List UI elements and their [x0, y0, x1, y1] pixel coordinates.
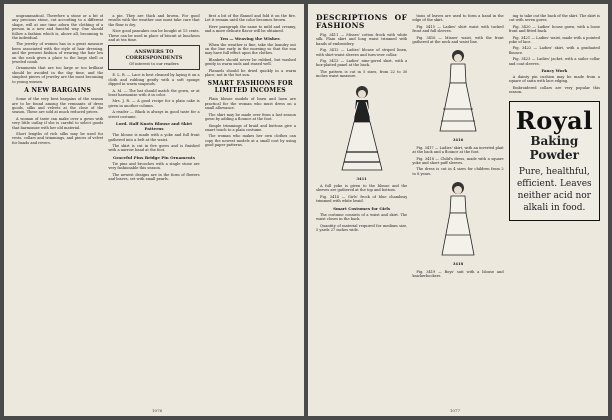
paragraph: The jewelry of women has in a great measure been associated with the style of hair dressing, and the present fashion of wearing the hair low on the neck gives a place to the large shell or jeweled comb.: [12, 42, 104, 65]
paragraph: Flannels should be dried quickly in a warm place, not in the hot sun.: [204, 68, 296, 78]
paragraph: Quantity of material required for medium size, 5 yards 27 inches wide.: [316, 223, 408, 232]
paragraph: Fig. 3417 — Ladies' skirt, with an inverted plait at the back and a flounce at the foot.: [412, 145, 504, 155]
left-page: [4, 4, 304, 416]
paragraph: A woman of taste can make over a gown with very little outlay if she is careful to select goods that harmonize with her old material.: [12, 116, 104, 130]
paragraph: a pie. They are thick and brown. For good results with the weather one must take care that the flour is dry.: [108, 14, 200, 27]
paragraph: Short lengths of rich silks may be used for vests, collars and trimmings, and pieces of velvet for bands and revers.: [12, 131, 104, 145]
paragraph: The skirt may be made over from a last season gown by adding a flounce at the foot.: [204, 112, 296, 122]
paragraph: Nice good pancakes can be bought at 15 cents. These can be used in place of biscuit at luncheon and at tea time.: [108, 29, 200, 43]
fashion-figure-illustration: [428, 179, 488, 259]
ad-tagline: Pure, healthful, efficient. Leaves neither acid nor alkali in food.: [516, 166, 592, 213]
column-box-heading: [108, 45, 199, 70]
ad-product: Baking Powder: [529, 133, 580, 162]
paragraph: ungrammatical. Therefore a stone or a bit of any precious stone, cut according to a different shape, will at one time adorn the clothing of a person in a new and fanciful way. One should follow a fashion which is, above all, becoming to the individual.: [12, 14, 104, 41]
section-heading: A NEW BARGAINS: [24, 87, 92, 95]
paragraph: A reader — Black is always in good taste for a street costume.: [108, 110, 200, 119]
subheading: Ten — Weaving the Wisher.: [220, 35, 281, 41]
left-column-3: [205, 14, 296, 404]
paragraph: Tie pins and brooches with a single stone are very fashionable this season.: [108, 161, 200, 171]
section-heading: SMART FASHIONS FOR LIMITED INCOMES: [207, 80, 294, 95]
paragraph: E. L. B. — Lace is best cleaned by laying it on a cloth and rubbing gently with a soft sponge dipped in warm soapsuds.: [108, 73, 200, 87]
paragraph: Fig. 3415 — Ladies' shirt waist with tucked front and full sleeves.: [412, 24, 504, 34]
box-subtitle: Of interest to our readers: [129, 61, 179, 67]
paragraph: tions of leaves are used to form a band in the edge of the skirt.: [412, 14, 504, 23]
paragraph: The woman who makes her own clothes can copy the newest models at a small cost by using good paper patterns.: [204, 134, 296, 148]
right-column-3: [509, 14, 600, 404]
subheading: Smart Costumes for Girls: [333, 205, 391, 211]
box-title: ANSWERS TO CORRESPONDENTS: [125, 49, 183, 62]
paragraph: Here paragraph the same to mild and creamy, and a more delicate flavor will be obtained.: [204, 24, 296, 34]
right-page: [308, 4, 608, 416]
page-number: 1077: [449, 408, 460, 413]
paragraph: The newest designs are in the form of flowers and leaves, set with small pearls.: [108, 172, 200, 181]
royal-baking-powder-ad: [509, 101, 600, 221]
paragraph: Plain blouse models of linen and lawn are practical for the woman who must dress on a small allowance.: [204, 97, 296, 111]
subheading: Lord. Half Knots Blouse and Skirt Patterns: [115, 121, 193, 132]
paragraph: The skirt is cut in five gores and is finished with a narrow band at the foot.: [108, 143, 200, 153]
paragraph: Embroidered collars are very popular this season.: [508, 85, 600, 95]
paragraph: Simple trimmings of braid and buttons give a smart touch to a plain costume.: [204, 123, 296, 132]
subheading: Graceful Pins Bridge Pin Ornaments: [113, 154, 195, 160]
right-column-1: [316, 14, 407, 404]
paragraph: Fig. 3413 — Ladies' nine-gored skirt, with a box-plaited panel at the back.: [316, 59, 408, 68]
left-column-2: [108, 14, 199, 404]
paragraph: The costume consists of a waist and skirt. The waist closes in the back.: [316, 212, 408, 222]
paragraph: Fig. 3414 — Girls' frock of blue chambray trimmed with white braid.: [316, 194, 408, 204]
paragraph: first a bit of the flannel and fold it on the fire. Let it remain until the color becomes brown.: [204, 14, 296, 23]
paragraph: The pattern is cut in 5 sizes, from 22 to 30 inches waist measure.: [316, 69, 408, 79]
paragraph: Ornaments that are too large or too brilliant should be avoided in the day time, and the simplest pieces of jewelry are the most becoming to young women.: [12, 66, 104, 84]
ad-brand: Royal: [515, 105, 593, 135]
right-column-2: [412, 14, 503, 404]
paragraph: Fig. 3412 — Ladies' blouse of striped linen, with shirt-waist sleeves and turn-over collar.: [316, 48, 408, 57]
paragraph: When the weather is fine, take the laundry out on the line early in the morning so that the sun may have full effect upon the clothes.: [204, 42, 296, 56]
paragraph: Some of the very best bargains of the season are to be found among the remnants of dress goods, silks and velvets at the close of the season. These are sold at much reduced prices.: [12, 97, 104, 115]
fashion-figure-illustration: [428, 47, 488, 135]
paragraph: Fig. 3423 — Ladies' jacket, with a sailor collar and coat sleeves.: [508, 57, 600, 66]
figure-label: 3418: [452, 261, 464, 267]
left-column-1: [12, 14, 103, 404]
paragraph: Blankets should never be rubbed, but washed gently in warm suds and rinsed well.: [204, 57, 296, 67]
paragraph: Fig. 3411 — Misses' cotton frock with white silk. Plain skirt and long waist trimmed with bands of embroidery.: [316, 33, 408, 46]
paragraph: ing to take out the back of the skirt. The skirt is cut with seven gores.: [508, 14, 600, 23]
paragraph: Fig. 3422 — Ladies' skirt, with a graduated flounce.: [508, 46, 600, 55]
paragraph: A full yoke is given to the blouse and the sleeves are gathered at the top and bottom.: [316, 184, 408, 193]
paragraph: Fig. 3421 — Ladies' waist, made with a pointed yoke of lace.: [508, 35, 600, 45]
figure-label: 3411: [356, 175, 367, 181]
paragraph: Mrs. J. R. — A good recipe for a plain cake is given in another column.: [108, 99, 200, 108]
fashion-figure-illustration: [332, 82, 392, 174]
paragraph: The dress is cut in 4 sizes for children from 2 to 8 years.: [412, 167, 504, 176]
figure-label: 3416: [452, 137, 464, 143]
paragraph: Fig. 3420 — Ladies' house gown, with a loose front and fitted back.: [508, 24, 600, 34]
page-title: DESCRIPTIONS OF FASHIONS: [316, 14, 408, 30]
paragraph: A. M. — The hat should match the gown, or at least harmonize with it in color.: [108, 88, 200, 98]
page-number: 1076: [152, 408, 163, 413]
paragraph: The blouse is made with a yoke and full front gathered into a belt at the waist.: [108, 133, 200, 142]
paragraph: Fig. 3419 — Boys' suit with a blouse and knickerbockers.: [412, 269, 504, 279]
subheading: Fancy Work: [541, 68, 568, 74]
paragraph: Fig. 3416 — Misses' waist, with the front gathered at the neck and waist line.: [412, 35, 504, 45]
paragraph: A dainty pin cushion may be made from a square of satin with lace edging.: [508, 75, 600, 84]
paragraph: Fig. 3418 — Child's dress, made with a square yoke and short puff sleeves.: [412, 156, 504, 166]
